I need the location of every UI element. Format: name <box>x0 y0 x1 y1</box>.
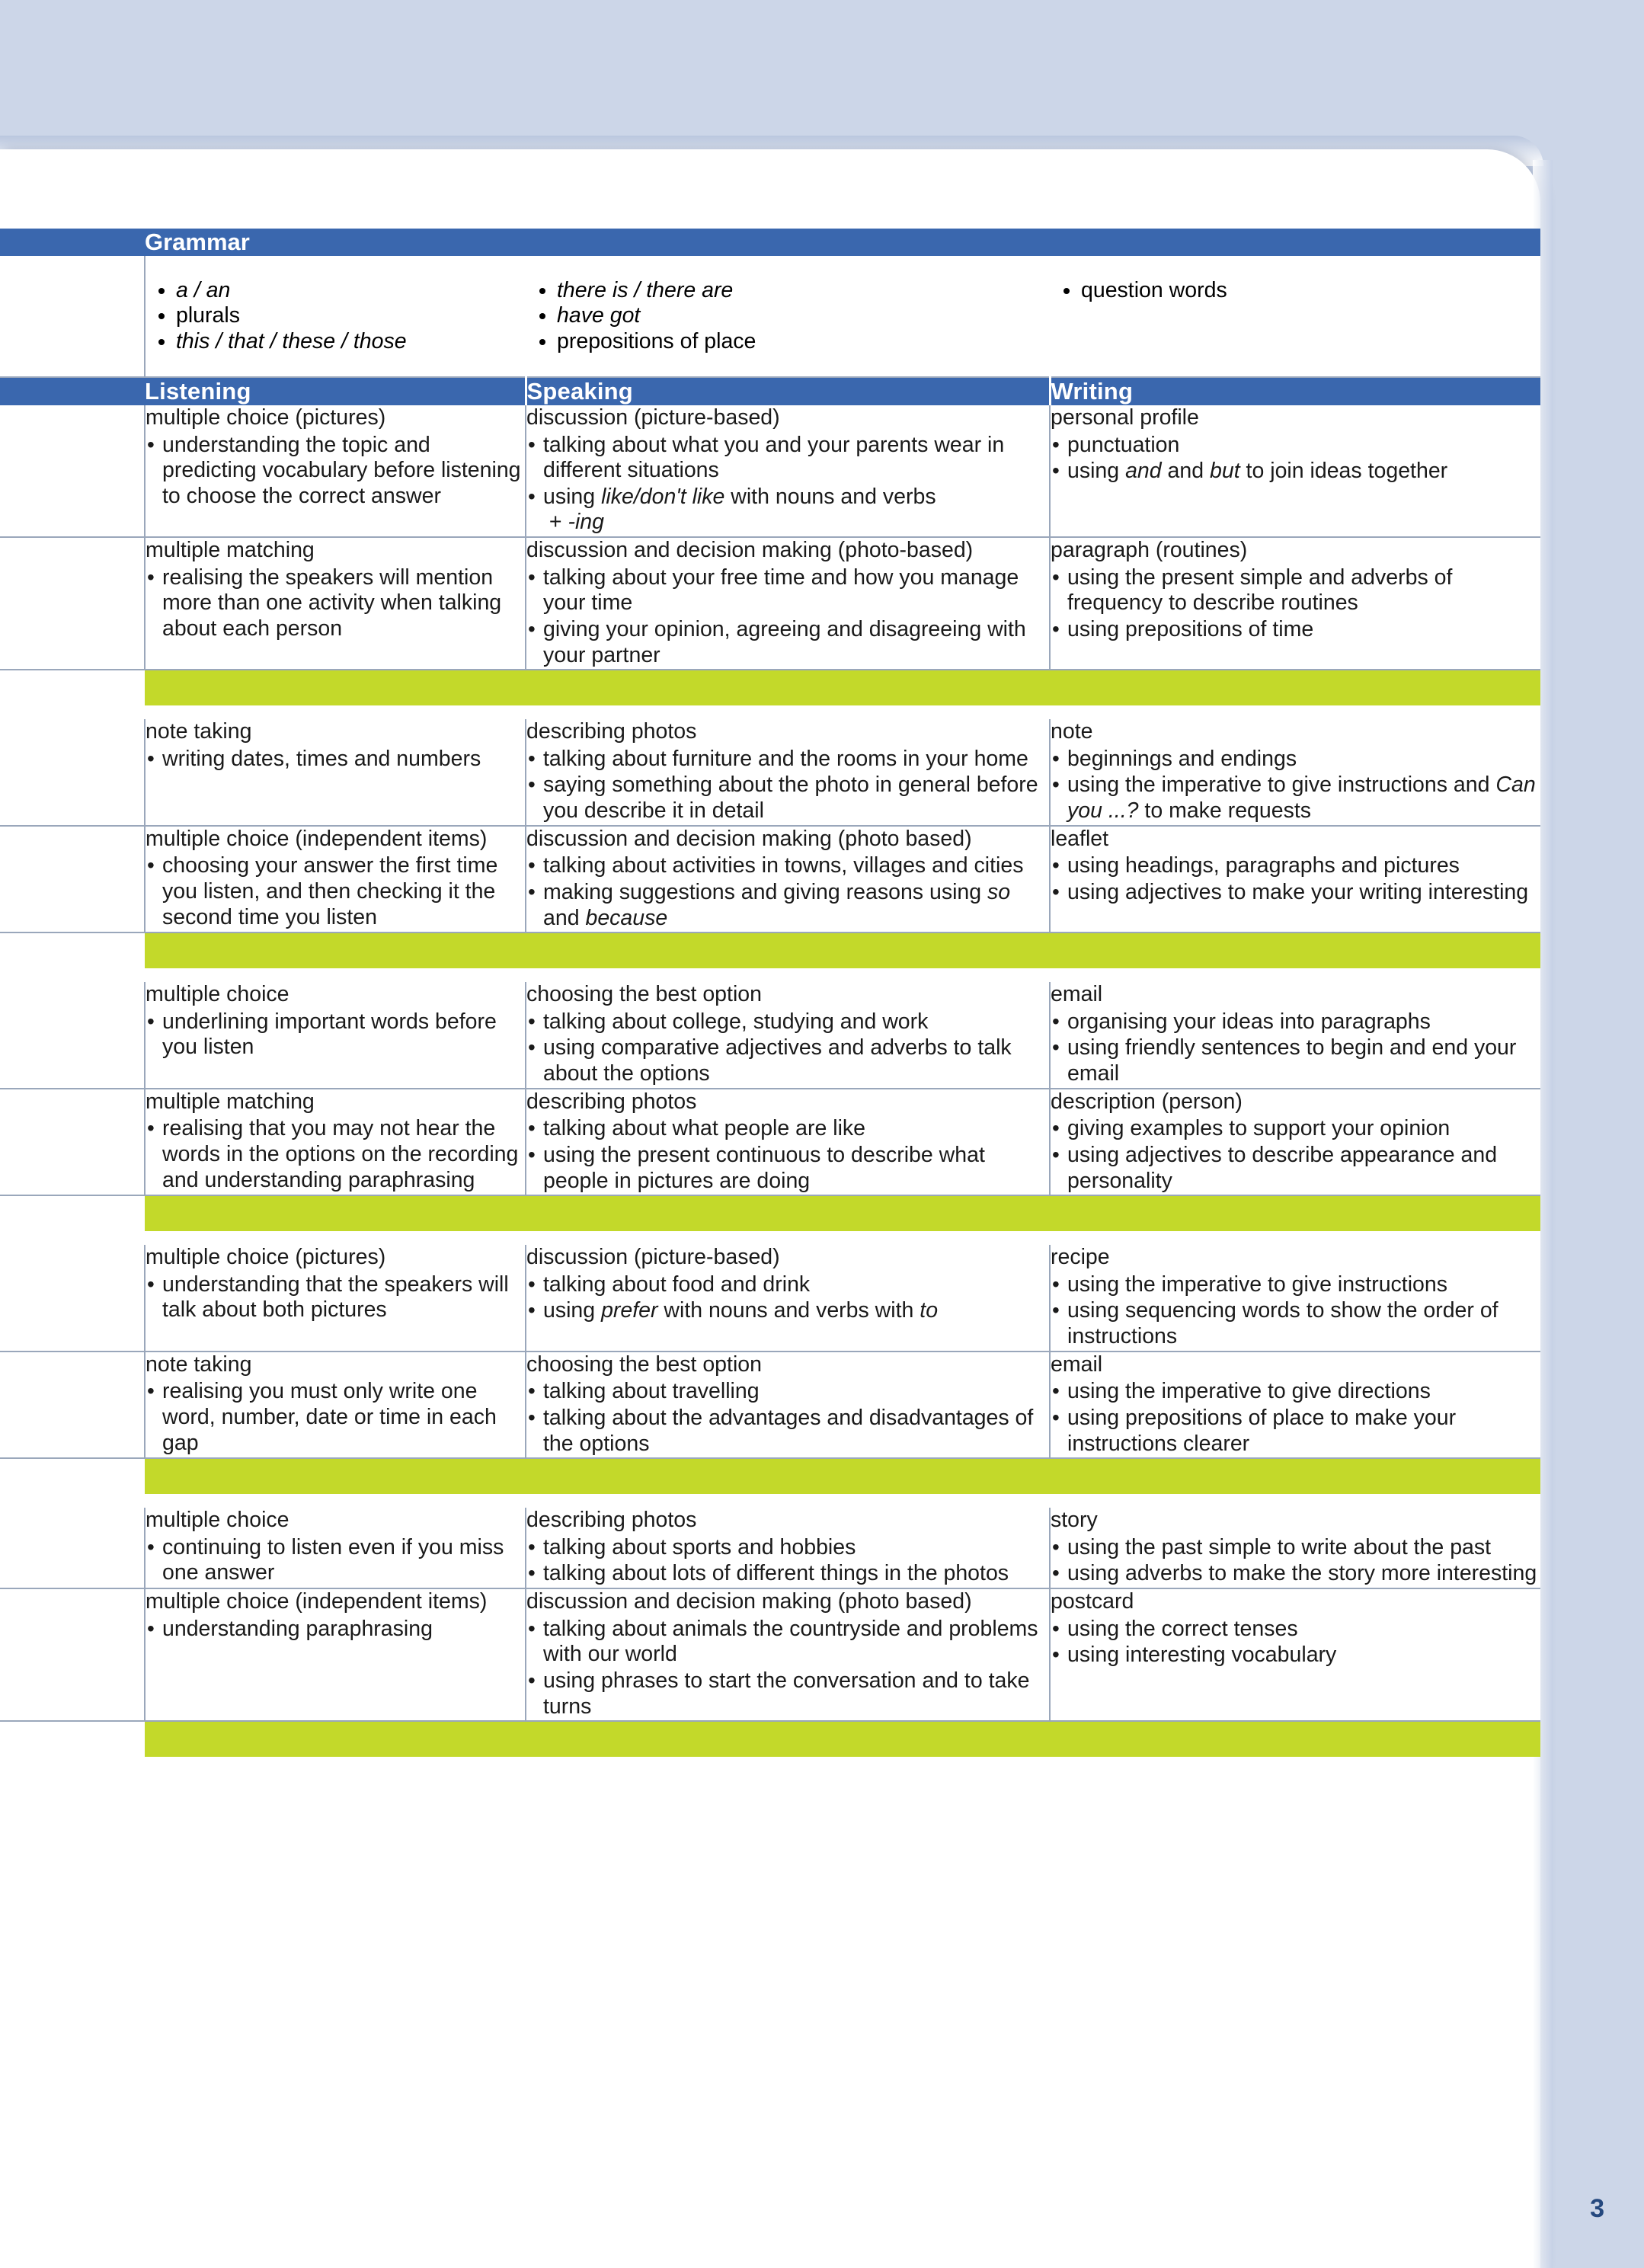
cell-speaking <box>526 719 1050 826</box>
cell-bullet: • realising the speakers will mention more than one activity when talking about each person <box>146 565 525 642</box>
cell-lead: multiple choice <box>146 982 289 1007</box>
grammar-item: • have got <box>557 303 1051 329</box>
cell-lead: multiple choice <box>146 1508 289 1533</box>
band-spacer <box>0 968 1540 982</box>
cell-lead: multiple matching <box>146 538 315 562</box>
row-gutter <box>0 405 145 537</box>
band-gutter <box>0 1458 145 1494</box>
cell-bullet: • using and and but to join ideas together <box>1051 459 1540 485</box>
cell-bullet: • using adjectives to describe appearance and personality <box>1051 1143 1540 1194</box>
grammar-column-3 <box>1051 256 1538 376</box>
cell-lead: describing photos <box>526 1089 697 1114</box>
cell-listening <box>145 982 526 1089</box>
cell-bullet: • continuing to listen even if you miss one answer <box>146 1535 525 1586</box>
cell-bullet: • using adverbs to make the story more interesting <box>1051 1561 1540 1587</box>
cell-lead: discussion and decision making (photo-based) <box>526 538 974 562</box>
cell-bullet: • realising that you may not hear the words in the options on the recording and understanding paraphrasing <box>146 1116 525 1193</box>
cell-bullet: • using adjectives to make your writing interesting <box>1051 880 1540 906</box>
cell-writing <box>1050 1588 1540 1721</box>
cell-bullet: • talking about animals the countryside and problems with our world <box>526 1617 1049 1668</box>
band-fill <box>145 932 1540 968</box>
cell-bullet: • using the past simple to write about the past <box>1051 1535 1540 1561</box>
cell-lead: note <box>1051 719 1093 744</box>
table-row <box>0 1508 1540 1588</box>
cell-lead: note taking <box>146 1352 252 1377</box>
cell-lead: choosing the best option <box>526 982 762 1007</box>
matrix-table <box>0 229 1540 1757</box>
cell-listening <box>145 405 526 537</box>
cell-bullet: • using the imperative to give instructions and Can you ...? to make requests <box>1051 773 1540 824</box>
cell-listening <box>145 1352 526 1459</box>
cell-bullet: • talking about the advantages and disadvantages of the options <box>526 1406 1049 1457</box>
cell-speaking <box>526 826 1050 933</box>
cell-speaking <box>526 1508 1050 1588</box>
cell-writing <box>1050 982 1540 1089</box>
cell-lead: note taking <box>146 719 252 744</box>
cell-bullet: • underlining important words before you listen <box>146 1009 525 1060</box>
cell-bullet: • giving your opinion, agreeing and disagreeing with your partner <box>526 617 1049 668</box>
skills-header-gutter <box>0 377 145 405</box>
grammar-header-gutter <box>0 229 145 256</box>
cell-bullet: • talking about sports and hobbies <box>526 1535 1049 1561</box>
cell-bullet: • using prepositions of place to make your instructions clearer <box>1051 1406 1540 1457</box>
cell-lead: discussion (picture-based) <box>526 405 780 430</box>
cell-lead: leaflet <box>1051 826 1109 851</box>
cell-speaking <box>526 1352 1050 1459</box>
cell-writing <box>1050 1089 1540 1196</box>
row-gutter <box>0 1352 145 1459</box>
cell-lead: discussion and decision making (photo based) <box>526 1589 972 1614</box>
table-row <box>0 537 1540 670</box>
cell-bullet: • beginnings and endings <box>1051 747 1540 773</box>
cell-bullet: • organising your ideas into paragraphs <box>1051 1009 1540 1035</box>
cell-writing <box>1050 1508 1540 1588</box>
cell-lead: multiple matching <box>146 1089 315 1114</box>
row-gutter <box>0 1508 145 1588</box>
table-row <box>0 405 1540 537</box>
cell-bullet: • using the present continuous to describe what people in pictures are doing <box>526 1143 1049 1194</box>
cell-bullet: • saying something about the photo in general before you describe it in detail <box>526 773 1049 824</box>
table-row <box>0 1352 1540 1459</box>
table-row <box>0 826 1540 933</box>
cell-bullet: • understanding that the speakers will talk about both pictures <box>146 1272 525 1323</box>
cell-bullet: • understanding paraphrasing <box>146 1617 525 1643</box>
row-gutter <box>0 719 145 826</box>
cell-lead: discussion and decision making (photo based) <box>526 826 972 851</box>
cell-bullet: • talking about travelling <box>526 1379 1049 1405</box>
section-divider-band <box>0 670 1540 705</box>
band-spacer <box>0 1494 1540 1508</box>
table-row <box>0 1245 1540 1352</box>
cell-bullet: • using the correct tenses <box>1051 1617 1540 1643</box>
grammar-header-label: Grammar <box>145 229 1540 256</box>
cell-bullet: • choosing your answer the first time you listen, and then checking it the second time you listen <box>146 853 525 930</box>
cell-lead: story <box>1051 1508 1098 1533</box>
cell-lead: multiple choice (pictures) <box>146 405 386 430</box>
grammar-header-row <box>0 229 1540 256</box>
cell-lead: recipe <box>1051 1245 1110 1270</box>
cell-bullet: • talking about what you and your parents wear in different situations <box>526 433 1049 484</box>
cell-listening <box>145 1588 526 1721</box>
grammar-item: • there is / there are <box>557 278 1051 304</box>
section-divider-band <box>0 1458 1540 1494</box>
cell-listening <box>145 537 526 670</box>
cell-writing <box>1050 405 1540 537</box>
band-fill <box>145 1721 1540 1757</box>
cell-lead: postcard <box>1051 1589 1134 1614</box>
column-header-listening: Listening <box>145 377 526 405</box>
cell-lead: multiple choice (pictures) <box>146 1245 386 1270</box>
cell-bullet: • using like/don't like with nouns and verbs + -ing <box>526 485 1049 536</box>
cell-bullet: • talking about activities in towns, villages and cities <box>526 853 1049 879</box>
cell-writing <box>1050 537 1540 670</box>
table-row <box>0 719 1540 826</box>
row-gutter <box>0 1245 145 1352</box>
syllabus-table <box>0 229 1540 1757</box>
grammar-column-1 <box>146 256 526 376</box>
cell-lead: personal profile <box>1051 405 1199 430</box>
cell-bullet: • making suggestions and giving reasons using so and because <box>526 880 1049 931</box>
grammar-item: • question words <box>1081 278 1538 304</box>
cell-listening <box>145 719 526 826</box>
cell-bullet: • writing dates, times and numbers <box>146 747 525 773</box>
cell-bullet: • using the present simple and adverbs of frequency to describe routines <box>1051 565 1540 616</box>
band-gutter <box>0 932 145 968</box>
cell-writing <box>1050 826 1540 933</box>
cell-bullet: • understanding the topic and predicting vocabulary before listening to choose the correct answer <box>146 433 525 510</box>
cell-writing <box>1050 1245 1540 1352</box>
cell-bullet: • talking about what people are like <box>526 1116 1049 1142</box>
cell-bullet: • talking about furniture and the rooms in your home <box>526 747 1049 773</box>
cell-lead: describing photos <box>526 1508 697 1533</box>
cell-lead: discussion (picture-based) <box>526 1245 780 1270</box>
section-divider-band <box>0 932 1540 968</box>
cell-speaking <box>526 1588 1050 1721</box>
table-row <box>0 1588 1540 1721</box>
grammar-item: • a / an <box>176 278 526 304</box>
page-number: 3 <box>1590 2194 1604 2223</box>
grammar-body-row <box>0 256 1540 377</box>
row-gutter <box>0 982 145 1089</box>
grammar-column-2 <box>526 256 1051 376</box>
cell-speaking <box>526 1245 1050 1352</box>
cell-lead: email <box>1051 982 1103 1007</box>
section-divider-band <box>0 1721 1540 1757</box>
cell-writing <box>1050 719 1540 826</box>
cell-lead: multiple choice (independent items) <box>146 826 488 851</box>
row-gutter <box>0 537 145 670</box>
row-gutter <box>0 1588 145 1721</box>
cell-bullet: • talking about your free time and how you manage your time <box>526 565 1049 616</box>
cell-bullet: • using phrases to start the conversation and to take turns <box>526 1668 1049 1719</box>
cell-lead: choosing the best option <box>526 1352 762 1377</box>
cell-bullet: • talking about college, studying and work <box>526 1009 1049 1035</box>
section-divider-band <box>0 1195 1540 1231</box>
cell-speaking <box>526 982 1050 1089</box>
band-fill <box>145 1458 1540 1494</box>
band-gutter <box>0 1195 145 1231</box>
band-fill <box>145 1195 1540 1231</box>
cell-listening <box>145 1508 526 1588</box>
grammar-body-gutter <box>0 256 145 377</box>
grammar-item: • prepositions of place <box>557 329 1051 355</box>
grammar-body-cell <box>145 256 1540 377</box>
column-header-speaking: Speaking <box>526 377 1050 405</box>
cell-bullet: • using prefer with nouns and verbs with to <box>526 1298 1049 1324</box>
cell-speaking <box>526 405 1050 537</box>
skills-header-row <box>0 377 1540 405</box>
cell-bullet: • using sequencing words to show the order of instructions <box>1051 1298 1540 1349</box>
cell-bullet: • realising you must only write one word, number, date or time in each gap <box>146 1379 525 1456</box>
cell-bullet: • using the imperative to give directions <box>1051 1379 1540 1405</box>
cell-bullet: • using prepositions of time <box>1051 617 1540 643</box>
band-spacer <box>0 705 1540 719</box>
cell-lead: email <box>1051 1352 1103 1377</box>
band-fill <box>145 670 1540 705</box>
band-gutter <box>0 1721 145 1757</box>
cell-bullet: • talking about food and drink <box>526 1272 1049 1298</box>
cell-bullet: • punctuation <box>1051 433 1540 459</box>
row-gutter <box>0 1089 145 1196</box>
table-row <box>0 1089 1540 1196</box>
cell-lead: description (person) <box>1051 1089 1243 1114</box>
table-row <box>0 982 1540 1089</box>
cell-lead: paragraph (routines) <box>1051 538 1248 562</box>
cell-bullet: • using the imperative to give instructions <box>1051 1272 1540 1298</box>
cell-lead: describing photos <box>526 719 697 744</box>
row-gutter <box>0 826 145 933</box>
band-spacer <box>0 1231 1540 1245</box>
cell-bullet: • using headings, paragraphs and pictures <box>1051 853 1540 879</box>
grammar-item: • this / that / these / those <box>176 329 526 355</box>
column-header-writing: Writing <box>1050 377 1540 405</box>
cell-bullet: • using interesting vocabulary <box>1051 1643 1540 1668</box>
cell-lead: multiple choice (independent items) <box>146 1589 488 1614</box>
cell-speaking <box>526 1089 1050 1196</box>
cell-bullet: • talking about lots of different things in the photos <box>526 1561 1049 1587</box>
cell-listening <box>145 826 526 933</box>
cell-writing <box>1050 1352 1540 1459</box>
band-gutter <box>0 670 145 705</box>
cell-speaking <box>526 537 1050 670</box>
cell-bullet: • using comparative adjectives and adverbs to talk about the options <box>526 1035 1049 1086</box>
grammar-item: • plurals <box>176 303 526 329</box>
cell-bullet: • giving examples to support your opinion <box>1051 1116 1540 1142</box>
cell-listening <box>145 1245 526 1352</box>
cell-listening <box>145 1089 526 1196</box>
cell-bullet: • using friendly sentences to begin and end your email <box>1051 1035 1540 1086</box>
